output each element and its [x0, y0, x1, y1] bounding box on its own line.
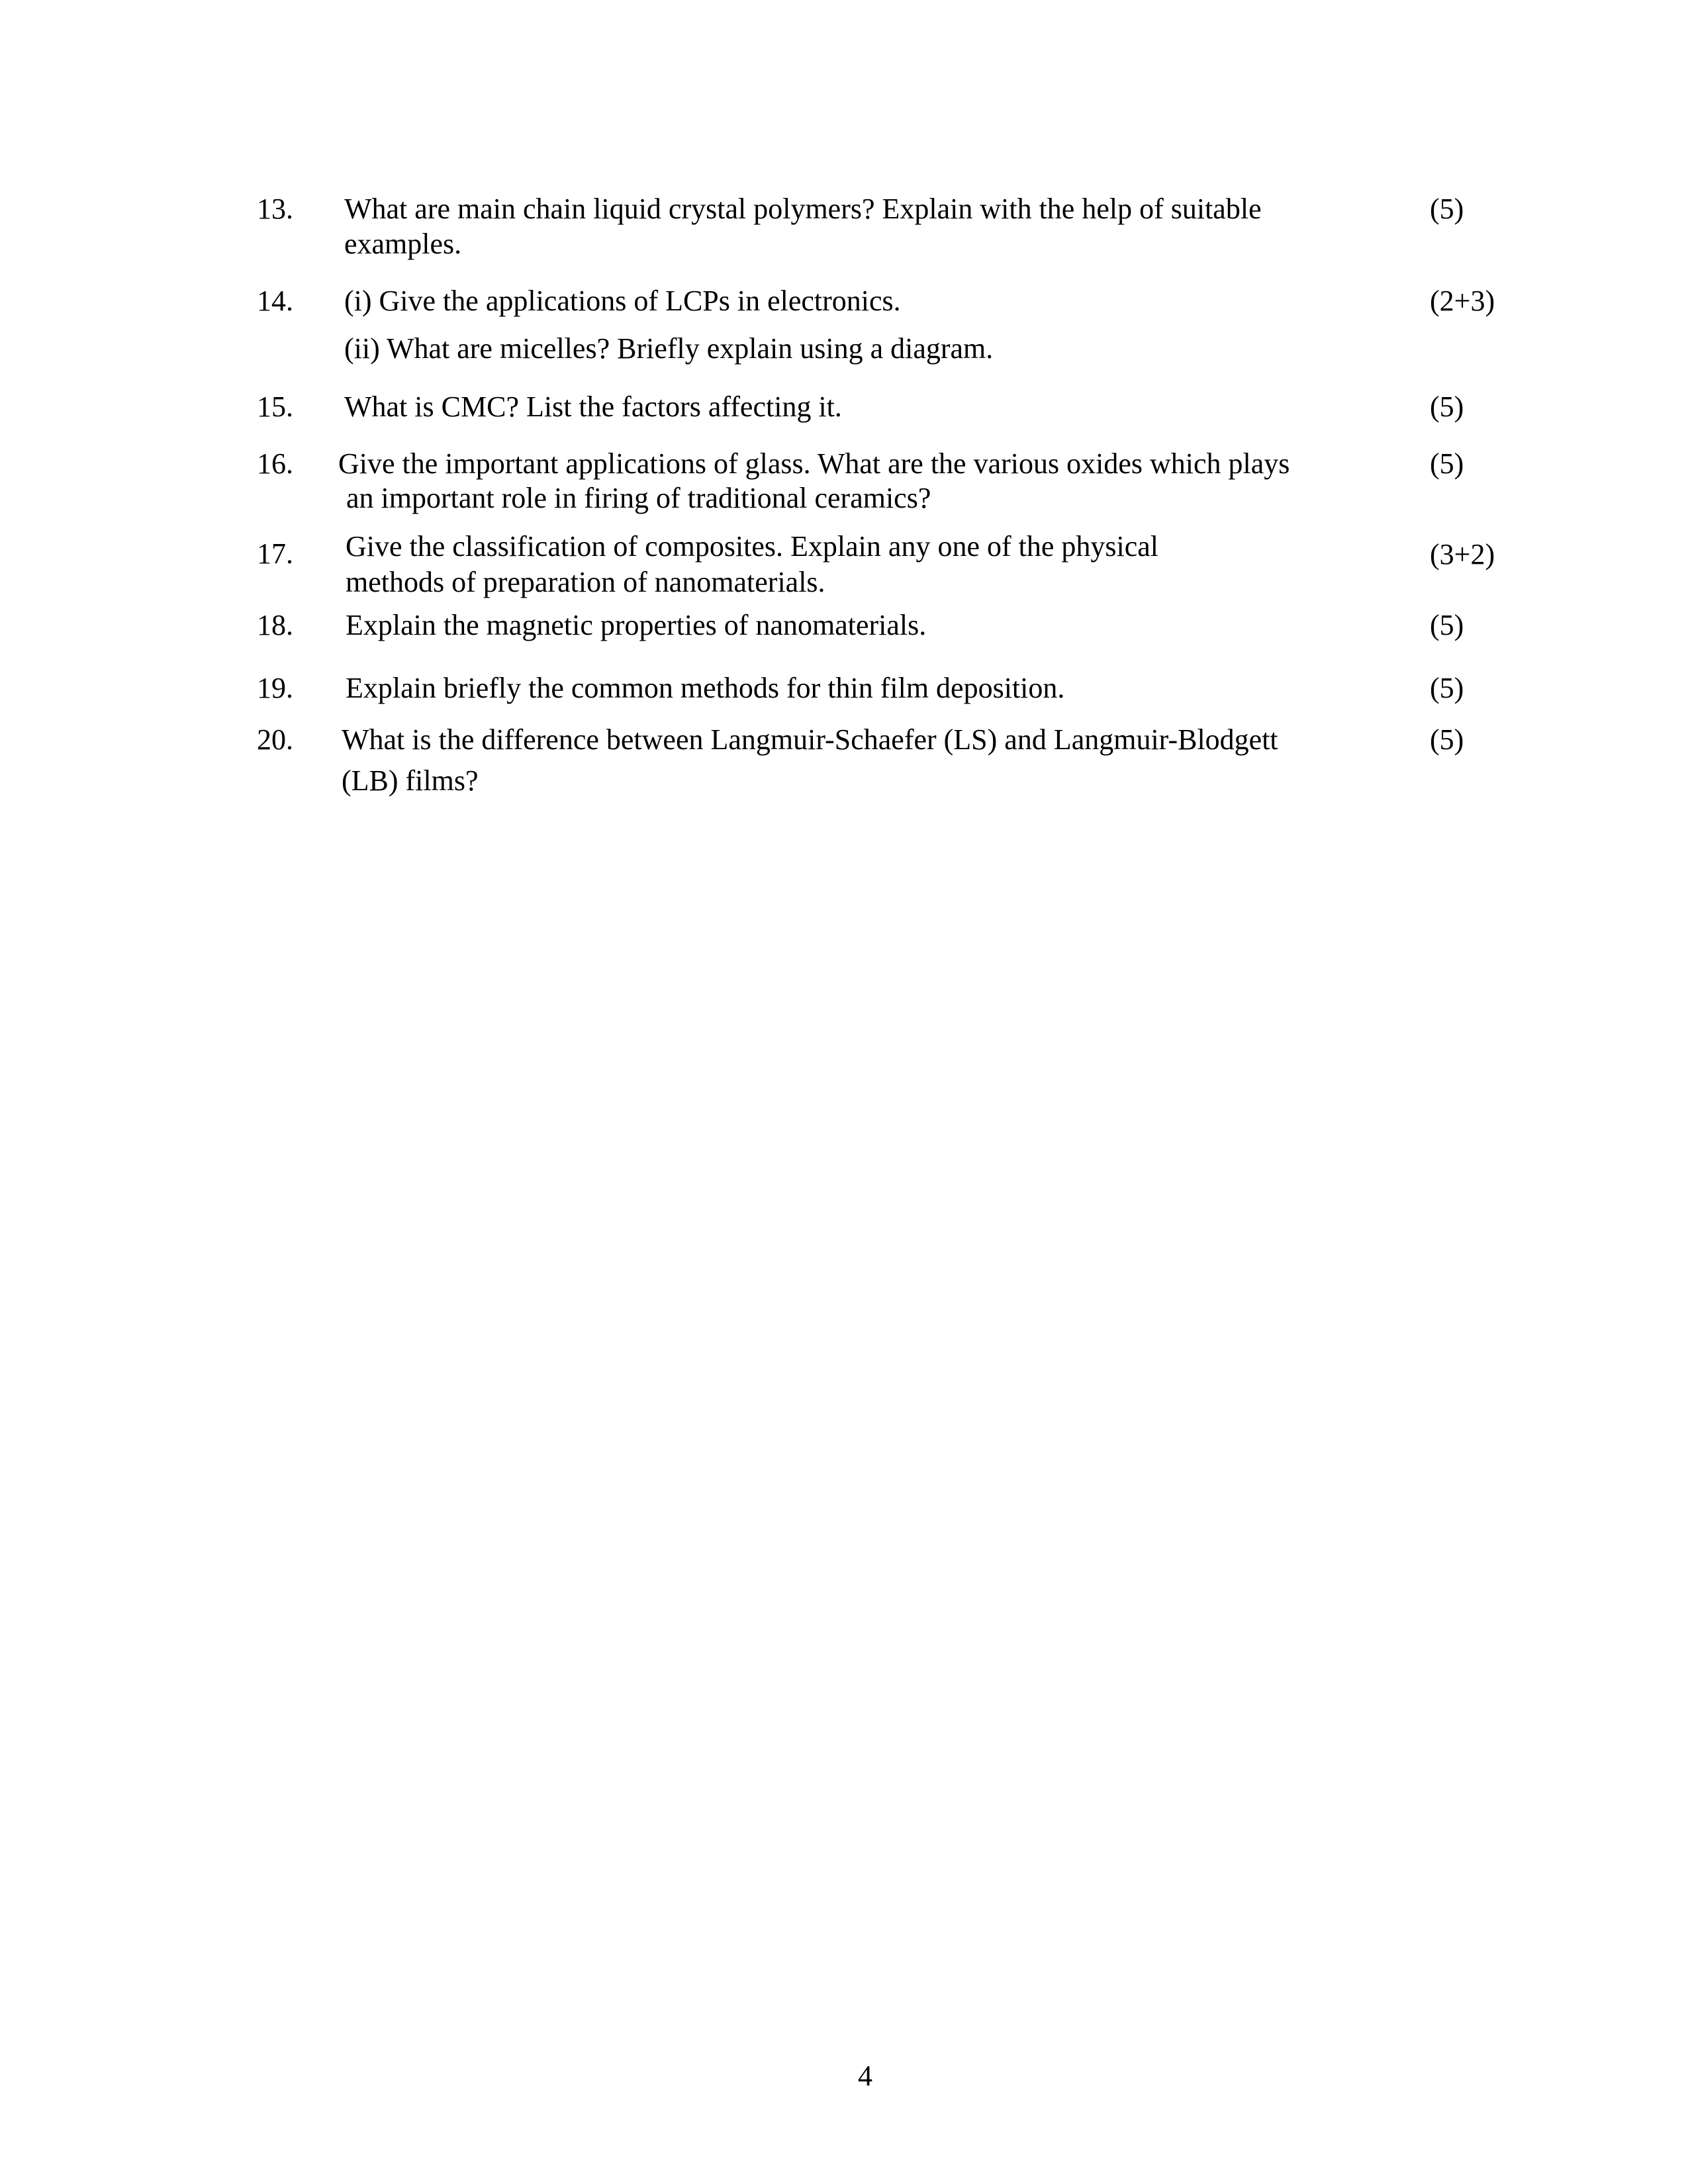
- question-part-ii: (ii) What are micelles? Briefly explain using a diagram.: [344, 332, 994, 365]
- question-text-line: Explain briefly the common methods for thin film deposition.: [346, 672, 1065, 704]
- question-number: 20.: [257, 723, 293, 756]
- question-number: 18.: [257, 609, 293, 641]
- question-marks: (5): [1430, 447, 1464, 480]
- page-number: 4: [858, 2060, 872, 2092]
- question-number: 13.: [257, 193, 293, 225]
- question-part-i: (i) Give the applications of LCPs in electronics.: [344, 285, 901, 317]
- question-text-line: What is the difference between Langmuir-Schaefer (LS) and Langmuir-Blodgett: [342, 723, 1278, 756]
- question-marks: (5): [1430, 672, 1464, 704]
- question-marks: (2+3): [1430, 285, 1495, 317]
- question-text-line: examples.: [344, 228, 462, 260]
- question-text-line: (LB) films?: [342, 764, 479, 797]
- question-number: 15.: [257, 390, 293, 423]
- question-marks: (5): [1430, 193, 1464, 225]
- question-number: 14.: [257, 285, 293, 317]
- question-text-line: Explain the magnetic properties of nanomaterials.: [346, 609, 927, 641]
- question-text-line: What is CMC? List the factors affecting it.: [344, 390, 842, 423]
- question-number: 17.: [257, 537, 293, 570]
- question-marks: (5): [1430, 390, 1464, 423]
- question-text-line: methods of preparation of nanomaterials.: [346, 566, 825, 598]
- question-number: 19.: [257, 672, 293, 704]
- question-text-line: Give the classification of composites. Explain any one of the physical: [346, 530, 1159, 563]
- question-number: 16.: [257, 447, 293, 480]
- question-text-line: Give the important applications of glass. What are the various oxides which plays: [338, 447, 1290, 480]
- question-text-line: an important role in firing of traditional ceramics?: [346, 482, 931, 514]
- question-marks: (5): [1430, 609, 1464, 641]
- question-marks: (3+2): [1430, 538, 1495, 570]
- question-text-line: What are main chain liquid crystal polymers? Explain with the help of suitable: [344, 193, 1262, 225]
- question-marks: (5): [1430, 723, 1464, 756]
